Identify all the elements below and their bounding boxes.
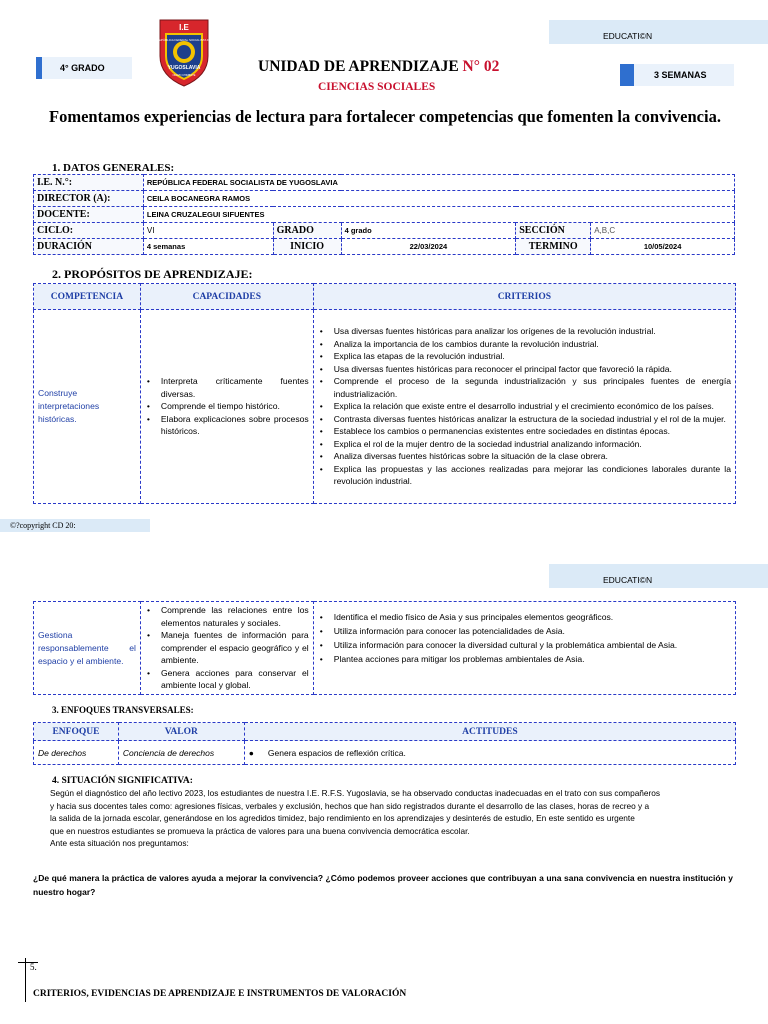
education-header-bar-2 bbox=[549, 564, 768, 588]
propositos-table-continued bbox=[33, 601, 736, 695]
col-competencia: COMPETENCIA bbox=[34, 284, 141, 310]
enfoques-heading: 3. ENFOQUES TRANSVERSALES: bbox=[52, 705, 194, 715]
situacion-body bbox=[50, 787, 740, 850]
inicio-label: INICIO bbox=[273, 239, 341, 255]
datos-row-director bbox=[34, 191, 735, 207]
propositos-heading: 2. PROPÓSITOS DE APRENDIZAJE: bbox=[52, 267, 253, 281]
col-capacidades: CAPACIDADES bbox=[140, 284, 313, 310]
capacidades-2-cell bbox=[140, 602, 313, 695]
unit-headline: Fomentamos experiencias de lectura para fortalecer competencias que fomenten la convivencia. bbox=[49, 107, 721, 126]
enfoques-table bbox=[33, 722, 736, 765]
competencia-2: Gestiona responsablemente el espacio y el ambiente. bbox=[34, 602, 141, 695]
col-valor: VALOR bbox=[118, 723, 244, 741]
criterios-section-number: 5. bbox=[30, 962, 37, 972]
logo-name: YUGOSLAVIA bbox=[167, 65, 201, 71]
logo-ring-text: REPÚBLICA FEDERAL SOCIALISTA DE bbox=[156, 38, 212, 42]
enfoque-value: De derechos bbox=[34, 741, 119, 765]
actitud-value: Genera espacios de reflexión crítica. bbox=[267, 747, 406, 758]
seccion-label: SECCIÓN bbox=[516, 223, 591, 239]
grado-label: GRADO bbox=[273, 223, 341, 239]
datos-row-duracion bbox=[34, 239, 735, 255]
criterio-item: • Identifica el medio físico de Asia y sus principales elementos geográficos. bbox=[314, 610, 735, 624]
criterios-1-cell bbox=[313, 310, 735, 504]
grado-value: 4 grado bbox=[341, 223, 516, 239]
capacidad-item: • Elabora explicaciones sobre procesos históricos. bbox=[141, 413, 309, 438]
duracion-label: DURACIÓN bbox=[34, 239, 144, 255]
ciclo-value: VI bbox=[143, 223, 273, 239]
unit-title-text: UNIDAD DE APRENDIZAJE bbox=[258, 58, 463, 75]
director-value: CEILA BOCANEGRA RAMOS bbox=[143, 191, 734, 207]
col-criterios: CRITERIOS bbox=[313, 284, 735, 310]
datos-row-ciclo bbox=[34, 223, 735, 239]
criterio-item: • Establece los cambios o permanencias existentes entre sociedades en distintas épocas. bbox=[314, 425, 735, 438]
capacidad-item: • Interpreta críticamente fuentes diversas. bbox=[141, 375, 309, 400]
grade-box bbox=[36, 57, 132, 79]
criterio-item: • Explica el rol de la mujer dentro de la sociedad industrial analizando información. bbox=[314, 438, 735, 451]
weeks-box bbox=[620, 64, 734, 86]
capacidad-item: • Genera acciones para conservar el ambiente local y global. bbox=[141, 667, 309, 692]
criterio-item: • Comprende el proceso de la segunda industrialización y sus principales fuentes de energía industrialización. bbox=[314, 375, 735, 400]
termino-value: 10/05/2024 bbox=[591, 239, 735, 255]
ie-label: I.E. N.°: bbox=[34, 175, 144, 191]
datos-row-docente bbox=[34, 207, 735, 223]
competencia-1: Construye interpretaciones históricas. bbox=[34, 310, 141, 504]
education-label: EDUCATI©N bbox=[603, 31, 653, 41]
grade-accent bbox=[36, 57, 42, 79]
propositos-table bbox=[33, 283, 736, 504]
ciclo-label: CICLO: bbox=[34, 223, 144, 239]
criterio-item: • Explica las etapas de la revolución industrial. bbox=[314, 350, 735, 363]
logo-bottom-text: NUEVO CHIMBOTE bbox=[172, 74, 196, 77]
capacidad-item: • Comprende el tiempo histórico. bbox=[141, 400, 309, 413]
unit-number: N° 02 bbox=[462, 58, 500, 75]
grade-label: 4° GRADO bbox=[60, 63, 105, 73]
criterio-item: • Contrasta diversas fuentes históricas analizar la estructura de la sociedad industrial y el rol de la mujer. bbox=[314, 413, 735, 426]
datos-heading: 1. DATOS GENERALES: bbox=[52, 162, 175, 174]
docente-value: LEINA CRUZALEGUI SIFUENTES bbox=[143, 207, 734, 223]
criterio-item: • Explica las propuestas y las acciones realizadas para mejorar las condiciones laborales durante la revolución industrial. bbox=[314, 463, 735, 488]
subject-subtitle: CIENCIAS SOCIALES bbox=[318, 81, 436, 93]
datos-table bbox=[33, 174, 735, 255]
col-enfoque: ENFOQUE bbox=[34, 723, 119, 741]
logo-top-text: I.E bbox=[179, 23, 189, 32]
capacidad-item: • Comprende las relaciones entre los elementos naturales y sociales. bbox=[141, 604, 309, 629]
datos-row-ie bbox=[34, 175, 735, 191]
criterio-item: • Analiza diversas fuentes históricas sobre la situación de la clase obrera. bbox=[314, 450, 735, 463]
capacidades-2-list bbox=[141, 604, 309, 692]
criterios-2-cell bbox=[313, 602, 735, 695]
capacidades-1-list bbox=[141, 375, 309, 438]
col-actitudes: ACTITUDES bbox=[244, 723, 735, 741]
docente-label: DOCENTE: bbox=[34, 207, 144, 223]
director-label: DIRECTOR (A): bbox=[34, 191, 144, 207]
guiding-question: ¿De qué manera la práctica de valores ayuda a mejorar la convivencia? ¿Cómo podemos proveer acciones que contribuyan a una sana convivencia en nuestra institución y nuestro hogar? bbox=[33, 873, 733, 897]
education-header-bar bbox=[549, 20, 768, 44]
criterio-item: • Usa diversas fuentes históricas para analizar los orígenes de la revolución industrial. bbox=[314, 325, 735, 338]
situacion-line: Ante esta situación nos preguntamos: bbox=[50, 838, 189, 849]
school-logo bbox=[156, 16, 212, 88]
criterio-item: • Explica la relación que existe entre el desarrollo industrial y el crecimiento económico de los países. bbox=[314, 400, 735, 413]
weeks-label: 3 SEMANAS bbox=[654, 70, 707, 80]
situacion-line: y hacia sus docentes tales como: agresiones físicas, verbales y exclusión, hechos que han sido registrados durante el desarrollo de las clases, horas de recreo y a bbox=[50, 800, 650, 811]
education-label-2: EDUCATI©N bbox=[603, 575, 653, 585]
situacion-line: Según el diagnóstico del año lectivo 2023, los estudiantes de nuestra I.E. R.F.S. Yugoslavia, se ha observado conductas inadecuadas en el trato con sus compañeros bbox=[50, 788, 661, 798]
criterios-section-heading: CRITERIOS, EVIDENCIAS DE APRENDIZAJE E INSTRUMENTOS DE VALORACIÓN bbox=[33, 989, 407, 999]
valor-value: Conciencia de derechos bbox=[118, 741, 244, 765]
criterio-item: • Analiza la importancia de los cambios durante la revolución industrial. bbox=[314, 338, 735, 351]
unit-title bbox=[258, 58, 499, 76]
seccion-value: A,B,C bbox=[591, 223, 735, 239]
actitud-cell bbox=[244, 741, 735, 765]
situacion-heading: 4. SITUACIÓN SIGNIFICATIVA: bbox=[52, 776, 193, 786]
inicio-value: 22/03/2024 bbox=[341, 239, 516, 255]
criterio-item: • Utiliza información para conocer la diversidad cultural y la problemática ambiental de Asia. bbox=[314, 638, 735, 652]
capacidades-1-cell bbox=[140, 310, 313, 504]
bullet-icon: ● bbox=[248, 747, 254, 758]
criterio-item: • Usa diversas fuentes históricas para reconocer el principal factor que favoreció la rápida. bbox=[314, 363, 735, 376]
termino-label: TERMINO bbox=[516, 239, 591, 255]
weeks-accent bbox=[620, 64, 634, 86]
capacidad-item: • Maneja fuentes de información para comprender el espacio geográfico y el ambiente. bbox=[141, 629, 309, 667]
situacion-line: la salida de la jornada escolar, generándose en los agredidos timidez, bajo rendimiento en los aprendizajes y desinterés de estudio, En este sentido es urgente bbox=[50, 813, 635, 824]
ie-value: REPÚBLICA FEDERAL SOCIALISTA DE YUGOSLAVIA bbox=[143, 175, 734, 191]
criterios-1-list bbox=[314, 325, 735, 488]
copyright-footer: ©?copyright CD 20: bbox=[0, 519, 150, 532]
duracion-value: 4 semanas bbox=[143, 239, 273, 255]
criterio-item: • Utiliza información para conocer las potencialidades de Asia. bbox=[314, 624, 735, 638]
criterios-2-list bbox=[314, 610, 735, 666]
situacion-line: que en nuestros estudiantes se promueva la práctica de valores para una buena convivencia democrática escolar. bbox=[50, 825, 470, 836]
margin-line bbox=[25, 958, 26, 1002]
criterio-item: • Plantea acciones para mitigar los problemas ambientales de Asia. bbox=[314, 652, 735, 666]
